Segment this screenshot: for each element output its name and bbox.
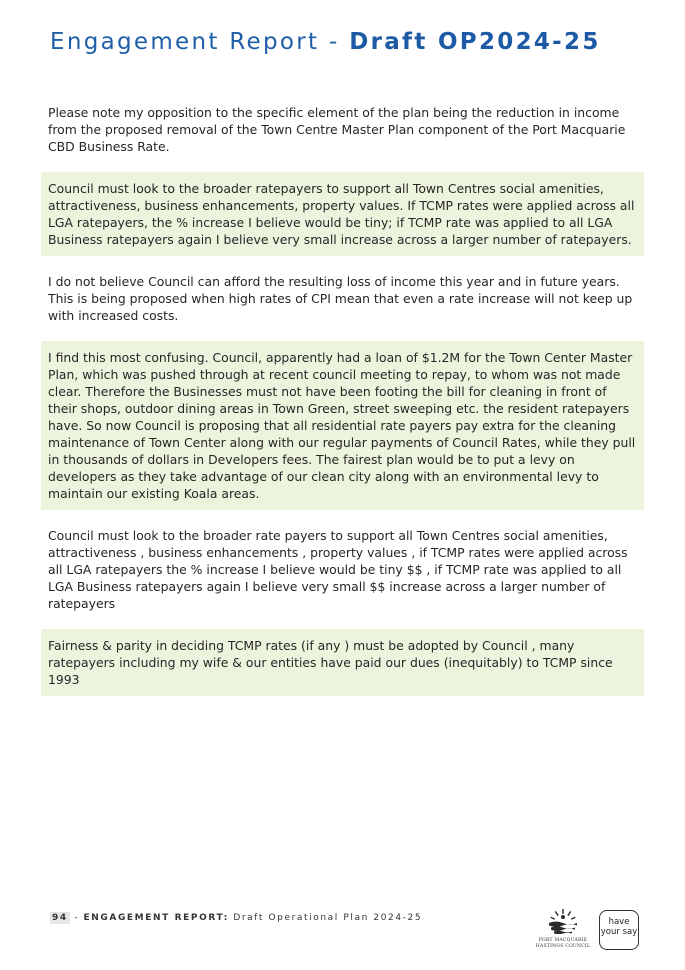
- footer-separator: -: [69, 913, 84, 923]
- comment-1: Please note my opposition to the specific element of the plan being the reduction in income from the proposed removal of the Town Centre Master Plan component of the Port Macquarie CBD Business Rate.: [48, 105, 626, 154]
- title-prefix: Engagement Report -: [50, 29, 350, 55]
- footer-subtitle: Draft Operational Plan 2024-25: [228, 913, 423, 923]
- comment-2: Council must look to the broader ratepayers to support all Town Centres social amenities, attractiveness, business enhancements, property values. If TCMP rates were applied across all LGA ratepayers, the % increase I believe would be tiny; if TCMP rate was applied to all LGA Business ratepayers again I believe very small increase across a larger number of ratepayers.: [41, 172, 644, 256]
- comment-4: I find this most confusing. Council, apparently had a loan of $1.2M for the Town Center Master Plan, which was pushed through at recent council meeting to repay, to whom was not made clear. Therefore the Businesses must not have been footing the bill for cleaning in front of their shops, outdoor dining areas in Town Green, street sweeping etc. the resident ratepayers have. So now Council is proposing that all residential rate payers pay extra for the cleaning maintenance of Town Center along with our regular payments of Council Rates, while they pull in thousands of dollars in Developers fees. The fairest plan would be to put a levy on developers as they take advantage of our clean city along with an environmental levy to maintain our existing Koala areas.: [41, 341, 644, 510]
- comment-3: I do not believe Council can afford the resulting loss of income this year and in future years. This is being proposed when high rates of CPI mean that even a rate increase will not keep up with increased costs.: [48, 274, 633, 323]
- comment-6: Fairness & parity in deciding TCMP rates (if any ) must be adopted by Council , many ratepayers including my wife & our entities have paid our dues (inequitably) to TCMP since 1993: [41, 629, 644, 696]
- comments-list: [41, 96, 644, 705]
- have-your-say-line2: your say: [600, 927, 638, 937]
- council-name-line1: PORT MACQUARIE: [538, 938, 588, 943]
- comment-5: Council must look to the broader rate payers to support all Town Centres social amenities, attractiveness , business enhancements , property values , if TCMP rates were applied across all LGA ratepayers the % increase I believe would be tiny $$ , if TCMP rate was applied to all LGA Business ratepayers again I believe very small $$ increase across a larger number of ratepayers: [48, 528, 628, 611]
- council-name-line2: HASTINGS COUNCIL: [535, 943, 591, 949]
- have-your-say-logo: [599, 910, 639, 950]
- have-your-say-line1: have: [608, 917, 630, 927]
- footer-section: ENGAGEMENT REPORT:: [83, 913, 229, 923]
- page-number: 94: [52, 913, 68, 923]
- stylised-sun-and-waves-icon: [546, 908, 580, 934]
- page-footer: [50, 913, 422, 923]
- title-bold: Draft OP2024-25: [349, 29, 601, 55]
- page-title: [50, 29, 601, 55]
- council-logo: [528, 908, 598, 949]
